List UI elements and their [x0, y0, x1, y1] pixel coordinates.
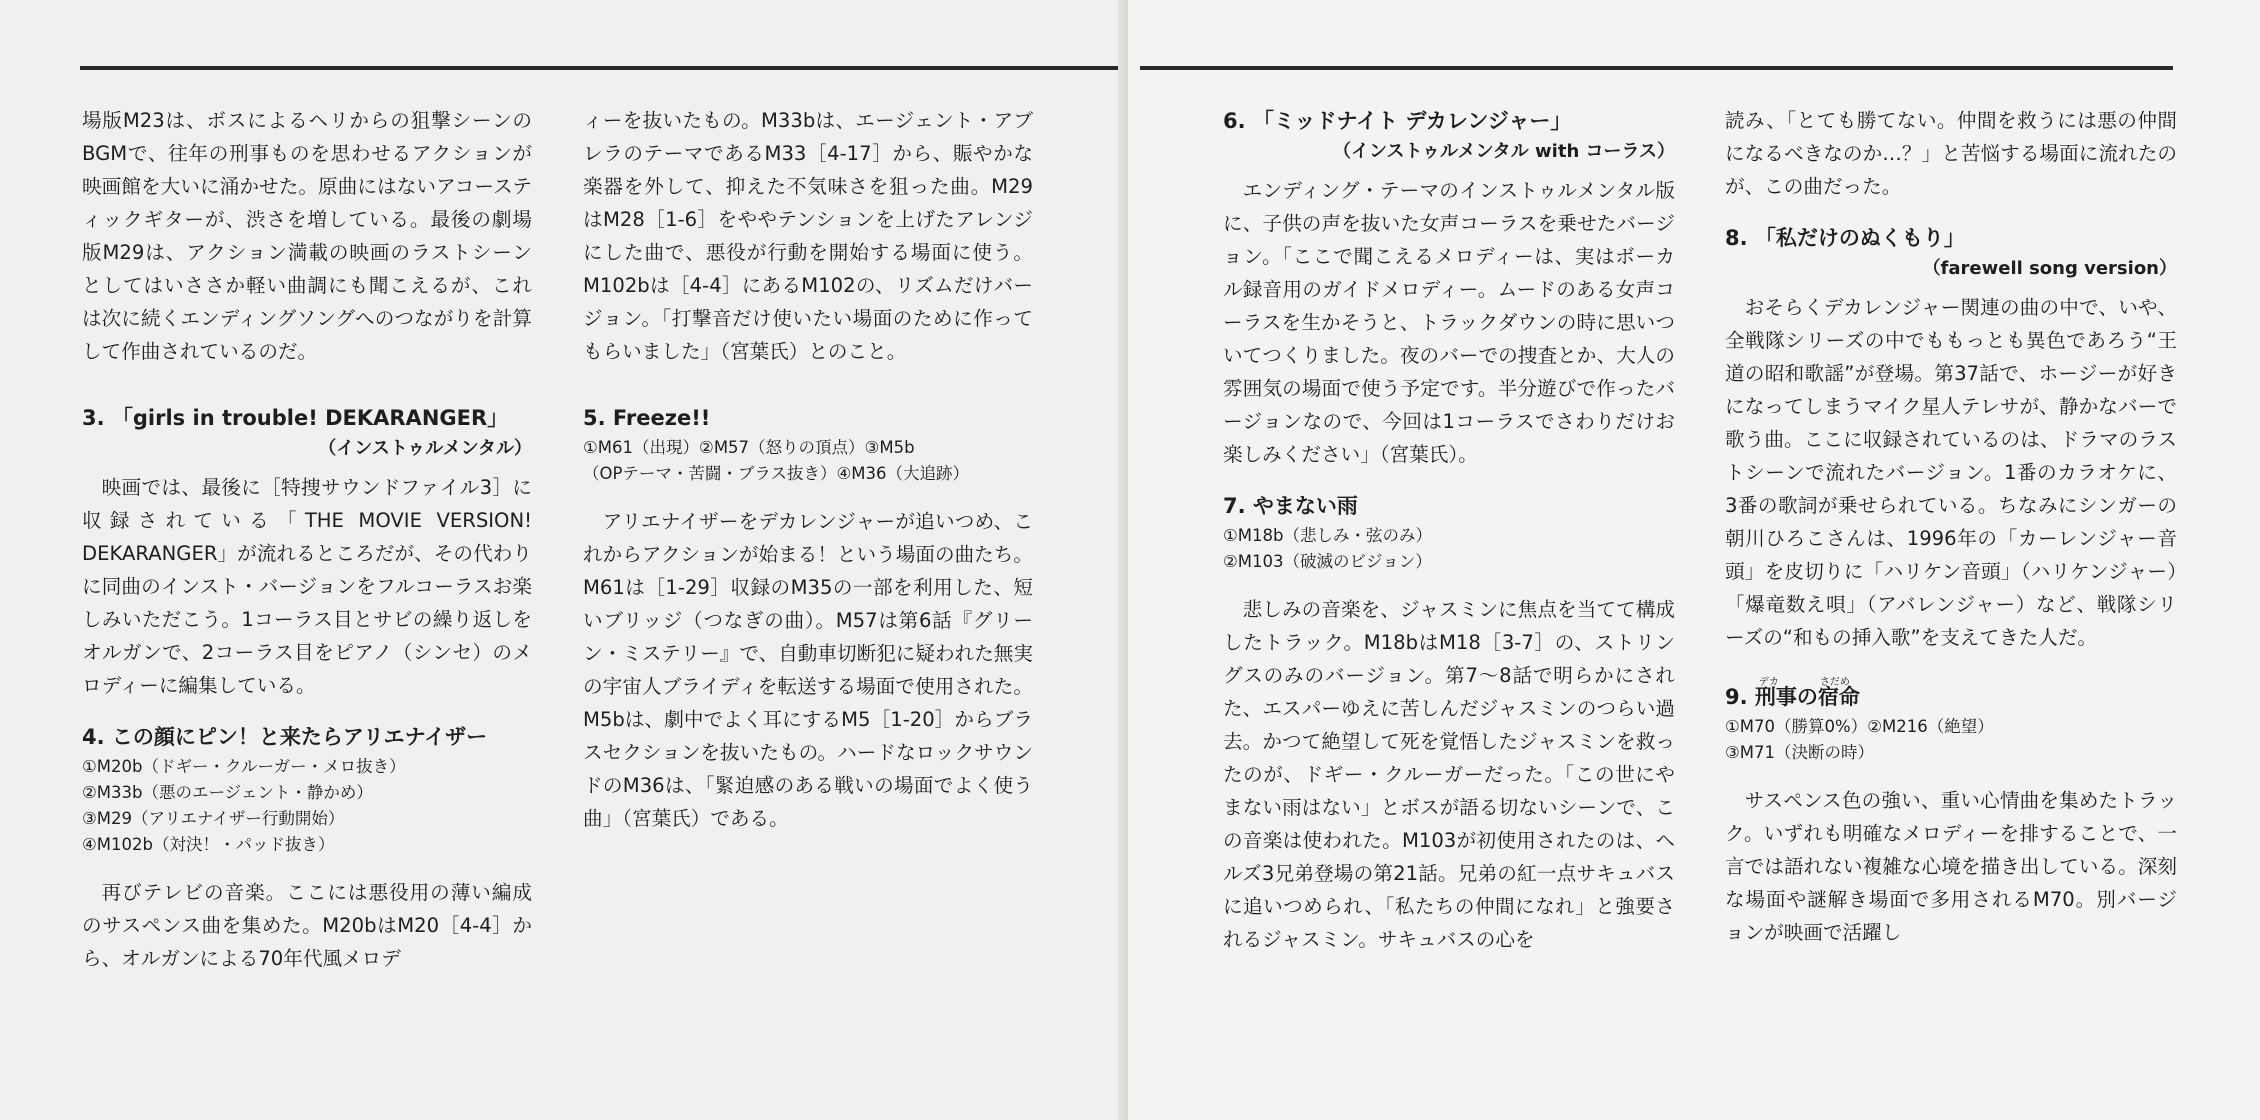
track9-title: 9. デカ 刑事の さだめ 宿命: [1725, 680, 2177, 714]
track5-list-item: ①M61（出現）②M57（怒りの頂点）③M5b: [583, 438, 915, 457]
track4-list-item: ④M102b（対決！・パッド抜き）: [82, 835, 335, 854]
track6-body: エンディング・テーマのインストゥルメンタル版に、子供の声を抜いた女声コーラスを乗せたバージョン。「ここで聞こえるメロディーは、実はボーカル録音用のガイドメロディー。ムードのある女声コーラスを生かそうと、トラックダウンの時に思いついてつくりました。夜のバーでの捜査とか、大人の雰囲気の場面で使う予定です。半分遊びで作ったバージョンなので、今回は1コーラスでさわりだけお楽しみください」（宮葉氏）。: [1223, 179, 1675, 466]
track9-word-deka: デカ 刑事: [1755, 680, 1797, 714]
track5-body: アリエナイザーをデカレンジャーが追いつめ、これからアクションが始まる！という場面の曲たち。M61は［1-29］収録のM35の一部を利用した、短いブリッジ（つなぎの曲）。M57は第6話『グリーン・ミステリー』で、自動車切断犯に疑われた無実の宇宙人ブライディを転送する場面で使用された。M5bは、劇中でよく耳にするM5［1-20］からブラスセクションを抜いたもの。ハードなロックサウンドのM36は、「緊迫感のある戦いの場面でよく使う曲」（宮葉氏）である。: [583, 510, 1033, 830]
track3-title: 3. 「girls in trouble! DEKARANGER」: [82, 406, 509, 430]
ruby-sadame: さだめ: [1819, 677, 1850, 688]
right-column-1: [1223, 104, 1675, 956]
track9-list-item: ③M71（決断の時）: [1725, 743, 1875, 762]
track4-list-item: ①M20b（ドギー・クルーガー・メロ抜き）: [82, 757, 406, 776]
track8-title: 8. 「私だけのぬくもり」: [1725, 226, 1965, 250]
track9-word-sadame: さだめ 宿命: [1818, 680, 1860, 714]
track3-subtitle: （インストゥルメンタル）: [318, 438, 532, 459]
track4-list-item: ③M29（アリエナイザー行動開始）: [82, 809, 345, 828]
track3-body: 映画では、最後に［特捜サウンドファイル3］に収録されている「THE MOVIE VERSION! DEKARANGER」が流れるところだが、その代わりに同曲のインスト・バージョンをフルコーラスお楽しみいただこう。1コーラス目とサビの繰り返しをオルガンで、2コーラス目をピアノ（シンセ）のメロディーに編集している。: [82, 476, 532, 697]
track7-body: 悲しみの音楽を、ジャスミンに焦点を当てて構成したトラック。M18bはM18［3-7］の、ストリングスのみのバージョン。第7～8話で明らかにされた、エスパーゆえに苦しんだジャスミンのつらい過去。かつて絶望して死を覚悟したジャスミンを救ったのが、ドギー・クルーガーだった。「この世にやまない雨はない」とボスが語る切ないシーンで、この音楽は使われた。M103が初使用されたのは、ヘルズ3兄弟登場の第21話。兄弟の紅一点サキュバスに追いつめられ、「私たちの仲間になれ」と強要されるジャスミン。サキュバスの心を: [1223, 598, 1675, 951]
track4-list-item: ②M33b（悪のエージェント・静かめ）: [82, 783, 373, 802]
right-page: [1128, 0, 2260, 1120]
header-rule-left: [80, 66, 1120, 70]
left-page: [0, 0, 1128, 1120]
intro-paragraph: 場版M23は、ボスによるヘリからの狙撃シーンのBGMで、往年の刑事ものを思わせるアクションが映画館を大いに涌かせた。原曲にはないアコースティックギターが、渋さを増している。最後の劇場版M29は、アクション満載の映画のラストシーンとしてはいささか軽い曲調にも聞こえるが、これは次に続くエンディングソングへのつながりを計算して作曲されているのだ。: [82, 109, 532, 363]
track5-title: 5. Freeze!!: [583, 406, 711, 430]
header-rule-right: [1140, 66, 2173, 70]
track4-body: 再びテレビの音楽。ここには悪役用の薄い編成のサスペンス曲を集めた。M20bはM20［4-4］から、オルガンによる70年代風メロデ: [82, 881, 532, 970]
ruby-deka: デカ: [1758, 677, 1779, 688]
right-column-2: [1725, 104, 2177, 949]
left-column-1: [82, 104, 532, 975]
track4-title: 4. この顔にピン！と来たらアリエナイザー: [82, 725, 488, 749]
track8-subtitle: （farewell song version）: [1922, 258, 2177, 279]
left-column-2: [583, 104, 1033, 835]
track9-body: サスペンス色の強い、重い心情曲を集めたトラック。いずれも明確なメロディーを排することで、一言では語れない複雑な心境を描き出している。深刻な場面や謎解き場面で多用されるM70。別バージョンが映画で活躍し: [1725, 789, 2177, 944]
track8-body: おそらくデカレンジャー関連の曲の中で、いや、全戦隊シリーズの中でももっとも異色であろう“王道の昭和歌謡”が登場。第37話で、ホージーが好きになってしまうマイク星人テレサが、静かなバーで歌う曲。ここに収録されているのは、ドラマのラストシーンで流れたバージョン。1番のカラオケに、3番の歌詞が乗せられている。ちなみにシンガーの朝川ひろこさんは、1996年の「カーレンジャー音頭」を皮切りに「ハリケン音頭」（ハリケンジャー）「爆竜数え唄」（アバレンジャー）など、戦隊シリーズの“和もの挿入歌”を支えてきた人だ。: [1725, 296, 2177, 649]
continued-paragraph: ィーを抜いたもの。M33bは、エージェント・アブレラのテーマであるM33［4-17］から、賑やかな楽器を外して、抑えた不気味さを狙った曲。M29はM28［1-6］をややテンションを上げたアレンジにした曲で、悪役が行動を開始する場面に使う。M102bは［4-4］にあるM102の、リズムだけバージョン。「打撃音だけ使いたい場面のために作ってもらいました」（宮葉氏）とのこと。: [583, 109, 1033, 363]
track5-list-item: （OPテーマ・苦闘・ブラス抜き）④M36（大追跡）: [583, 464, 969, 483]
track9-number: 9.: [1725, 685, 1755, 709]
continued-paragraph-right: 読み、「とても勝てない。仲間を救うには悪の仲間になるべきなのか…？」と苦悩する場面に流れたのが、この曲だった。: [1725, 109, 2177, 198]
track7-list-item: ②M103（破滅のビジョン）: [1223, 552, 1432, 571]
track9-list-item: ①M70（勝算0%）②M216（絶望）: [1725, 717, 1994, 736]
track7-title: 7. やまない雨: [1223, 494, 1358, 518]
track6-title: 6. 「ミッドナイト デカレンジャー」: [1223, 109, 1572, 133]
track7-list-item: ①M18b（悲しみ・弦のみ）: [1223, 526, 1432, 545]
track6-subtitle: （インストゥルメンタル with コーラス）: [1333, 141, 1675, 162]
